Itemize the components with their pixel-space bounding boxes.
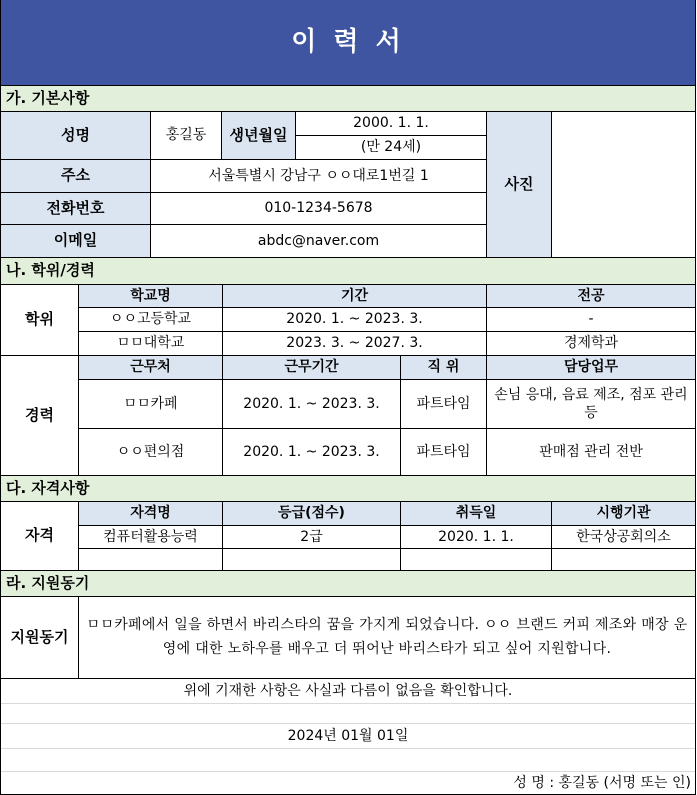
divider: [1, 703, 695, 704]
cert-header-date: 취득일: [401, 502, 552, 526]
career-period: 2020. 1. ~ 2023. 3.: [223, 429, 401, 476]
career-header-period: 근무기간: [223, 356, 401, 380]
cert-header-grade: 등급(점수): [223, 502, 401, 526]
confirmation-statement: 위에 기재한 사항은 사실과 다름이 없음을 확인합니다.: [183, 682, 513, 699]
education-header-school: 학교명: [79, 285, 223, 308]
email-value: abdc@naver.com: [151, 225, 487, 258]
document-date: 2024년 01월 01일: [287, 727, 409, 744]
section-certifications: 다. 자격사항: [1, 476, 696, 502]
photo-label: 사진: [487, 112, 552, 258]
cert-header-issuer: 시행기관: [552, 502, 696, 526]
cert-empty-cell: [401, 549, 552, 571]
photo-box: [552, 112, 696, 258]
cert-empty-cell: [223, 549, 401, 571]
section-education-career: 나. 학위/경력: [1, 258, 696, 285]
cert-issuer: 한국상공회의소: [552, 526, 696, 549]
career-position: 파트타임: [401, 380, 487, 429]
career-position: 파트타임: [401, 429, 487, 476]
education-period: 2020. 1. ~ 2023. 3.: [223, 308, 487, 332]
address-label: 주소: [1, 160, 151, 193]
education-school: ㅇㅇ고등학교: [79, 308, 223, 332]
career-header-position: 직 위: [401, 356, 487, 380]
career-label: 경력: [1, 356, 79, 476]
cert-empty-cell: [79, 549, 223, 571]
name-value: 홍길동: [151, 112, 222, 160]
name-label: 성명: [1, 112, 151, 160]
education-period: 2023. 3. ~ 2027. 3.: [223, 332, 487, 356]
birth-date: 2000. 1. 1.: [296, 112, 487, 136]
cert-grade: 2급: [223, 526, 401, 549]
career-duties: 판매점 관리 전반: [487, 429, 696, 476]
career-header-workplace: 근무처: [79, 356, 223, 380]
career-header-duties: 담당업무: [487, 356, 696, 380]
motivation-label: 지원동기: [1, 597, 79, 679]
email-label: 이메일: [1, 225, 151, 258]
education-header-period: 기간: [223, 285, 487, 308]
phone-label: 전화번호: [1, 193, 151, 225]
education-header-major: 전공: [487, 285, 696, 308]
phone-value: 010-1234-5678: [151, 193, 487, 225]
education-label: 학위: [1, 285, 79, 356]
career-duties: 손님 응대, 음료 제조, 점포 관리 등: [487, 380, 696, 429]
section-motivation: 라. 지원동기: [1, 571, 696, 597]
education-school: ㅁㅁ대학교: [79, 332, 223, 356]
certifications-label: 자격: [1, 502, 79, 571]
address-value: 서울특별시 강남구 ㅇㅇ대로1번길 1: [151, 160, 487, 193]
cert-date: 2020. 1. 1.: [401, 526, 552, 549]
signature-line: 성 명 : 홍길동 (서명 또는 인): [513, 774, 691, 791]
career-workplace: ㅁㅁ카페: [79, 380, 223, 429]
cert-empty-cell: [552, 549, 696, 571]
section-basic-info: 가. 기본사항: [1, 86, 696, 112]
education-major: 경제학과: [487, 332, 696, 356]
divider: [1, 748, 695, 749]
education-major: -: [487, 308, 696, 332]
motivation-text: ㅁㅁ카페에서 일을 하면서 바리스타의 꿈을 가지게 되었습니다. ㅇㅇ 브랜드 커피 제조와 매장 운영에 대한 노하우를 배우고 더 뛰어난 바리스타가 되고 싶어 지원합니다.: [79, 597, 696, 679]
cert-header-name: 자격명: [79, 502, 223, 526]
cert-name: 컴퓨터활용능력: [79, 526, 223, 549]
career-workplace: ㅇㅇ편의점: [79, 429, 223, 476]
career-period: 2020. 1. ~ 2023. 3.: [223, 380, 401, 429]
resume-title: 이 력 서: [1, 0, 695, 85]
birth-label: 생년월일: [222, 112, 296, 160]
age-value: (만 24세): [296, 136, 487, 160]
